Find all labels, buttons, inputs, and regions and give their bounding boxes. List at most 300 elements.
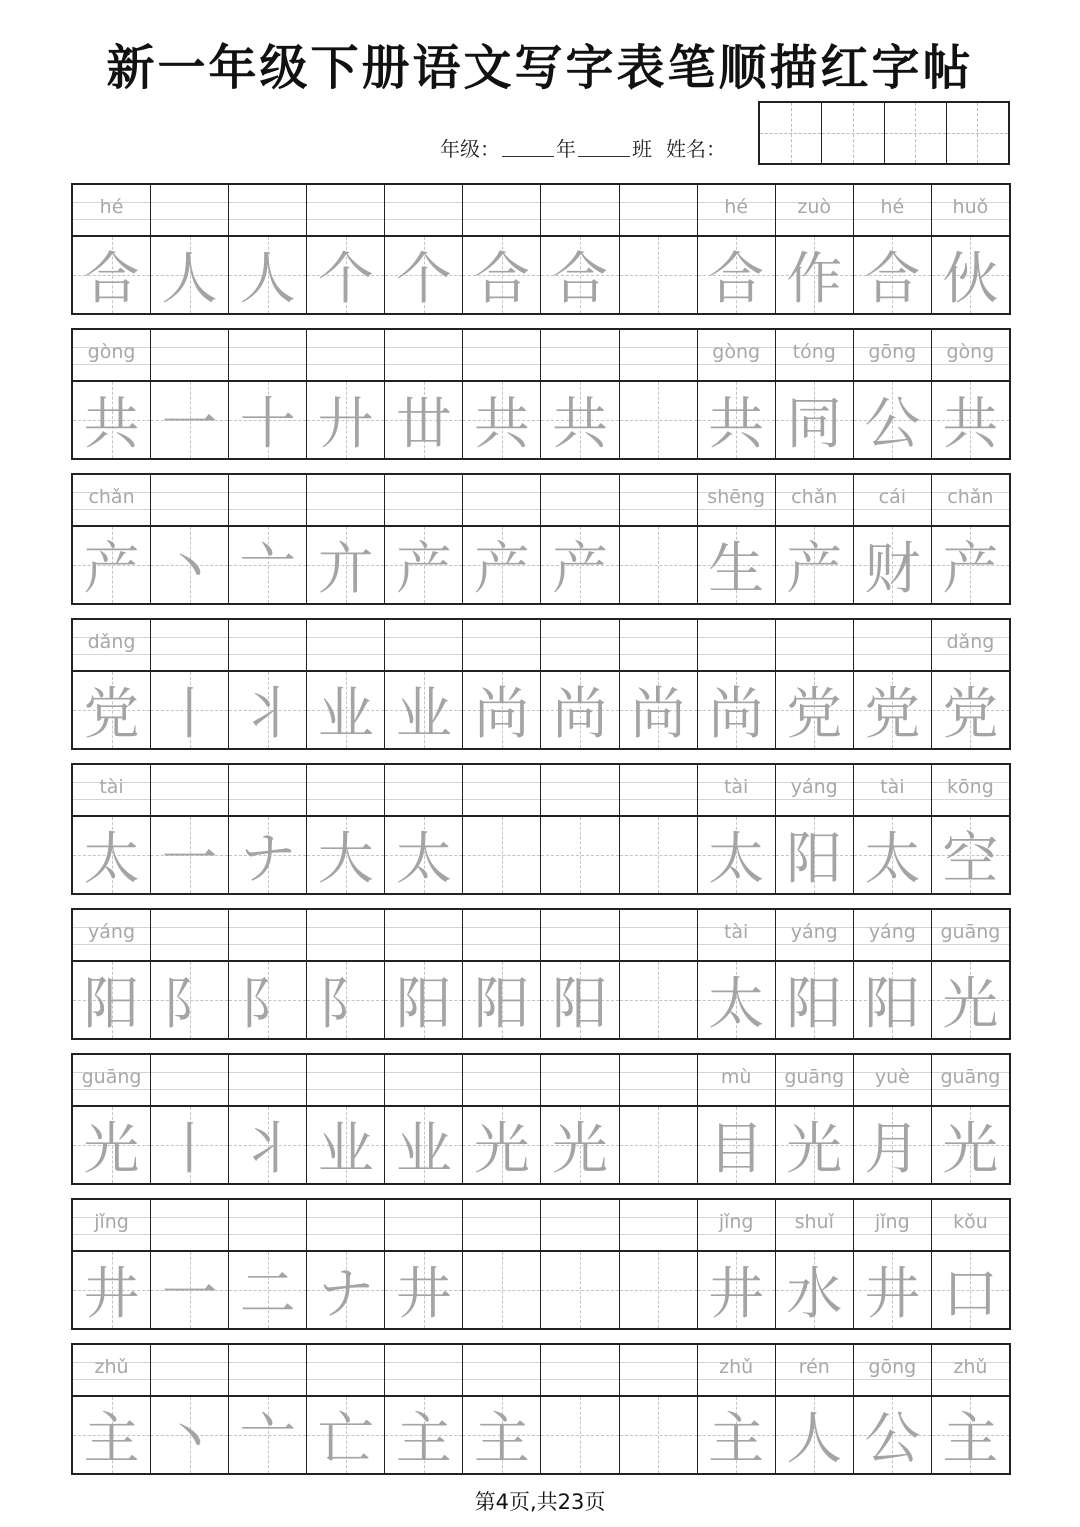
tian-zi-box[interactable]	[463, 237, 540, 313]
practice-cell[interactable]	[73, 330, 151, 458]
pinyin-box[interactable]	[385, 910, 462, 962]
practice-cell[interactable]	[229, 620, 307, 748]
practice-cell[interactable]	[541, 185, 619, 313]
pinyin-box[interactable]	[463, 330, 540, 382]
pinyin-box[interactable]	[932, 1200, 1009, 1252]
pinyin-box[interactable]	[932, 330, 1009, 382]
pinyin-box[interactable]	[151, 1200, 228, 1252]
practice-cell[interactable]	[151, 1055, 229, 1183]
practice-cell[interactable]	[463, 910, 541, 1038]
tian-zi-box[interactable]	[307, 962, 384, 1038]
practice-cell[interactable]	[776, 620, 854, 748]
pinyin-box[interactable]	[385, 1200, 462, 1252]
pinyin-box[interactable]	[854, 910, 931, 962]
tian-zi-box[interactable]	[854, 1107, 931, 1183]
practice-cell[interactable]	[73, 765, 151, 893]
practice-cell[interactable]	[151, 1345, 229, 1473]
pinyin-box[interactable]	[620, 620, 697, 672]
practice-cell[interactable]	[73, 620, 151, 748]
pinyin-box[interactable]	[776, 185, 853, 237]
pinyin-box[interactable]	[932, 620, 1009, 672]
pinyin-box[interactable]	[385, 1055, 462, 1107]
tian-zi-box[interactable]	[541, 817, 618, 893]
tian-zi-box[interactable]	[854, 672, 931, 748]
pinyin-box[interactable]	[463, 620, 540, 672]
practice-cell[interactable]	[385, 330, 463, 458]
practice-cell[interactable]	[151, 1200, 229, 1328]
pinyin-box[interactable]	[151, 1055, 228, 1107]
pinyin-box[interactable]	[229, 1345, 306, 1397]
tian-zi-box[interactable]	[73, 527, 150, 603]
practice-cell[interactable]	[854, 475, 932, 603]
tian-zi-box[interactable]	[776, 1107, 853, 1183]
pinyin-box[interactable]	[307, 620, 384, 672]
pinyin-box[interactable]	[854, 1055, 931, 1107]
pinyin-box[interactable]	[73, 910, 150, 962]
practice-cell[interactable]	[151, 475, 229, 603]
practice-cell[interactable]	[463, 185, 541, 313]
tian-zi-box[interactable]	[541, 1397, 618, 1473]
tian-zi-box[interactable]	[620, 237, 697, 313]
pinyin-box[interactable]	[385, 475, 462, 527]
tian-zi-box[interactable]	[776, 382, 853, 458]
name-cell[interactable]	[822, 103, 884, 163]
pinyin-box[interactable]	[776, 1200, 853, 1252]
tian-zi-box[interactable]	[854, 382, 931, 458]
tian-zi-box[interactable]	[151, 527, 228, 603]
practice-cell[interactable]	[463, 1200, 541, 1328]
pinyin-box[interactable]	[541, 475, 618, 527]
pinyin-box[interactable]	[620, 330, 697, 382]
tian-zi-box[interactable]	[151, 1252, 228, 1328]
tian-zi-box[interactable]	[307, 382, 384, 458]
pinyin-box[interactable]	[541, 185, 618, 237]
tian-zi-box[interactable]	[698, 237, 775, 313]
class-blank[interactable]	[578, 138, 630, 157]
practice-cell[interactable]	[73, 475, 151, 603]
pinyin-box[interactable]	[307, 330, 384, 382]
tian-zi-box[interactable]	[463, 1252, 540, 1328]
pinyin-box[interactable]	[776, 910, 853, 962]
tian-zi-box[interactable]	[151, 962, 228, 1038]
tian-zi-box[interactable]	[698, 1252, 775, 1328]
tian-zi-box[interactable]	[385, 672, 462, 748]
practice-cell[interactable]	[620, 1345, 698, 1473]
practice-cell[interactable]	[776, 1200, 854, 1328]
practice-cell[interactable]	[620, 910, 698, 1038]
tian-zi-box[interactable]	[541, 237, 618, 313]
pinyin-box[interactable]	[73, 620, 150, 672]
pinyin-box[interactable]	[698, 1055, 775, 1107]
practice-cell[interactable]	[698, 330, 776, 458]
practice-cell[interactable]	[463, 765, 541, 893]
pinyin-box[interactable]	[620, 185, 697, 237]
practice-cell[interactable]	[776, 1345, 854, 1473]
pinyin-box[interactable]	[932, 910, 1009, 962]
tian-zi-box[interactable]	[620, 672, 697, 748]
practice-cell[interactable]	[385, 475, 463, 603]
tian-zi-box[interactable]	[73, 962, 150, 1038]
tian-zi-box[interactable]	[463, 672, 540, 748]
pinyin-box[interactable]	[932, 1055, 1009, 1107]
tian-zi-box[interactable]	[776, 237, 853, 313]
tian-zi-box[interactable]	[932, 527, 1009, 603]
pinyin-box[interactable]	[307, 910, 384, 962]
pinyin-box[interactable]	[463, 910, 540, 962]
practice-cell[interactable]	[932, 330, 1009, 458]
practice-cell[interactable]	[854, 1055, 932, 1183]
tian-zi-box[interactable]	[385, 817, 462, 893]
practice-cell[interactable]	[620, 185, 698, 313]
pinyin-box[interactable]	[541, 1055, 618, 1107]
pinyin-box[interactable]	[932, 1345, 1009, 1397]
tian-zi-box[interactable]	[932, 962, 1009, 1038]
pinyin-box[interactable]	[854, 475, 931, 527]
practice-cell[interactable]	[620, 475, 698, 603]
practice-cell[interactable]	[73, 185, 151, 313]
pinyin-box[interactable]	[620, 475, 697, 527]
tian-zi-box[interactable]	[541, 527, 618, 603]
pinyin-box[interactable]	[776, 1345, 853, 1397]
pinyin-box[interactable]	[151, 1345, 228, 1397]
tian-zi-box[interactable]	[385, 962, 462, 1038]
practice-cell[interactable]	[620, 1055, 698, 1183]
tian-zi-box[interactable]	[385, 1107, 462, 1183]
tian-zi-box[interactable]	[229, 1252, 306, 1328]
practice-cell[interactable]	[776, 330, 854, 458]
tian-zi-box[interactable]	[698, 817, 775, 893]
practice-cell[interactable]	[463, 1055, 541, 1183]
tian-zi-box[interactable]	[854, 237, 931, 313]
tian-zi-box[interactable]	[151, 817, 228, 893]
practice-cell[interactable]	[307, 620, 385, 748]
pinyin-box[interactable]	[854, 185, 931, 237]
tian-zi-box[interactable]	[307, 672, 384, 748]
tian-zi-box[interactable]	[229, 237, 306, 313]
practice-cell[interactable]	[776, 185, 854, 313]
tian-zi-box[interactable]	[620, 1397, 697, 1473]
pinyin-box[interactable]	[151, 910, 228, 962]
pinyin-box[interactable]	[385, 330, 462, 382]
practice-cell[interactable]	[620, 620, 698, 748]
practice-cell[interactable]	[854, 185, 932, 313]
tian-zi-box[interactable]	[854, 1252, 931, 1328]
tian-zi-box[interactable]	[385, 527, 462, 603]
tian-zi-box[interactable]	[776, 672, 853, 748]
practice-cell[interactable]	[307, 330, 385, 458]
pinyin-box[interactable]	[932, 475, 1009, 527]
tian-zi-box[interactable]	[229, 1107, 306, 1183]
tian-zi-box[interactable]	[229, 672, 306, 748]
tian-zi-box[interactable]	[463, 1107, 540, 1183]
practice-cell[interactable]	[307, 475, 385, 603]
practice-cell[interactable]	[932, 185, 1009, 313]
tian-zi-box[interactable]	[229, 527, 306, 603]
pinyin-box[interactable]	[307, 765, 384, 817]
tian-zi-box[interactable]	[151, 1107, 228, 1183]
tian-zi-box[interactable]	[620, 817, 697, 893]
name-cell[interactable]	[760, 103, 822, 163]
tian-zi-box[interactable]	[854, 962, 931, 1038]
practice-cell[interactable]	[698, 910, 776, 1038]
practice-cell[interactable]	[620, 1200, 698, 1328]
tian-zi-box[interactable]	[932, 672, 1009, 748]
tian-zi-box[interactable]	[932, 1107, 1009, 1183]
practice-cell[interactable]	[776, 765, 854, 893]
tian-zi-box[interactable]	[73, 1397, 150, 1473]
pinyin-box[interactable]	[73, 185, 150, 237]
practice-cell[interactable]	[463, 475, 541, 603]
tian-zi-box[interactable]	[698, 527, 775, 603]
practice-cell[interactable]	[541, 475, 619, 603]
pinyin-box[interactable]	[854, 1200, 931, 1252]
pinyin-box[interactable]	[620, 910, 697, 962]
tian-zi-box[interactable]	[73, 1107, 150, 1183]
pinyin-box[interactable]	[463, 1055, 540, 1107]
pinyin-box[interactable]	[385, 765, 462, 817]
practice-cell[interactable]	[229, 475, 307, 603]
tian-zi-box[interactable]	[698, 672, 775, 748]
tian-zi-box[interactable]	[73, 817, 150, 893]
tian-zi-box[interactable]	[73, 382, 150, 458]
pinyin-box[interactable]	[698, 1345, 775, 1397]
practice-cell[interactable]	[151, 910, 229, 1038]
practice-cell[interactable]	[385, 1200, 463, 1328]
pinyin-box[interactable]	[73, 475, 150, 527]
practice-cell[interactable]	[698, 765, 776, 893]
practice-cell[interactable]	[385, 910, 463, 1038]
pinyin-box[interactable]	[698, 1200, 775, 1252]
pinyin-box[interactable]	[73, 1200, 150, 1252]
practice-cell[interactable]	[463, 1345, 541, 1473]
tian-zi-box[interactable]	[229, 1397, 306, 1473]
tian-zi-box[interactable]	[307, 1252, 384, 1328]
tian-zi-box[interactable]	[698, 382, 775, 458]
pinyin-box[interactable]	[73, 1055, 150, 1107]
pinyin-box[interactable]	[151, 765, 228, 817]
practice-cell[interactable]	[776, 910, 854, 1038]
pinyin-box[interactable]	[307, 1055, 384, 1107]
practice-cell[interactable]	[151, 620, 229, 748]
tian-zi-box[interactable]	[620, 527, 697, 603]
pinyin-box[interactable]	[776, 475, 853, 527]
practice-cell[interactable]	[151, 330, 229, 458]
practice-cell[interactable]	[698, 1200, 776, 1328]
practice-cell[interactable]	[698, 1345, 776, 1473]
tian-zi-box[interactable]	[307, 817, 384, 893]
practice-cell[interactable]	[620, 765, 698, 893]
pinyin-box[interactable]	[463, 475, 540, 527]
tian-zi-box[interactable]	[307, 527, 384, 603]
pinyin-box[interactable]	[776, 1055, 853, 1107]
pinyin-box[interactable]	[229, 185, 306, 237]
practice-cell[interactable]	[932, 1055, 1009, 1183]
name-cell[interactable]	[885, 103, 947, 163]
pinyin-box[interactable]	[541, 910, 618, 962]
tian-zi-box[interactable]	[463, 382, 540, 458]
practice-cell[interactable]	[541, 1055, 619, 1183]
pinyin-box[interactable]	[307, 1200, 384, 1252]
practice-cell[interactable]	[229, 1200, 307, 1328]
tian-zi-box[interactable]	[698, 1397, 775, 1473]
practice-cell[interactable]	[698, 620, 776, 748]
tian-zi-box[interactable]	[620, 962, 697, 1038]
practice-cell[interactable]	[932, 475, 1009, 603]
tian-zi-box[interactable]	[463, 817, 540, 893]
pinyin-box[interactable]	[854, 1345, 931, 1397]
pinyin-box[interactable]	[229, 765, 306, 817]
tian-zi-box[interactable]	[698, 1107, 775, 1183]
tian-zi-box[interactable]	[776, 962, 853, 1038]
pinyin-box[interactable]	[620, 1345, 697, 1397]
practice-cell[interactable]	[541, 330, 619, 458]
pinyin-box[interactable]	[463, 1345, 540, 1397]
pinyin-box[interactable]	[541, 1345, 618, 1397]
tian-zi-box[interactable]	[541, 1107, 618, 1183]
practice-cell[interactable]	[307, 185, 385, 313]
tian-zi-box[interactable]	[776, 1397, 853, 1473]
pinyin-box[interactable]	[229, 620, 306, 672]
tian-zi-box[interactable]	[73, 672, 150, 748]
tian-zi-box[interactable]	[307, 1107, 384, 1183]
practice-cell[interactable]	[854, 330, 932, 458]
pinyin-box[interactable]	[932, 765, 1009, 817]
practice-cell[interactable]	[385, 765, 463, 893]
practice-cell[interactable]	[698, 475, 776, 603]
pinyin-box[interactable]	[229, 475, 306, 527]
tian-zi-box[interactable]	[776, 527, 853, 603]
practice-cell[interactable]	[932, 620, 1009, 748]
pinyin-box[interactable]	[776, 620, 853, 672]
tian-zi-box[interactable]	[854, 1397, 931, 1473]
pinyin-box[interactable]	[541, 620, 618, 672]
tian-zi-box[interactable]	[151, 237, 228, 313]
practice-cell[interactable]	[698, 185, 776, 313]
practice-cell[interactable]	[307, 1345, 385, 1473]
practice-cell[interactable]	[463, 330, 541, 458]
pinyin-box[interactable]	[620, 1200, 697, 1252]
tian-zi-box[interactable]	[307, 237, 384, 313]
tian-zi-box[interactable]	[698, 962, 775, 1038]
practice-cell[interactable]	[73, 1055, 151, 1183]
practice-cell[interactable]	[541, 765, 619, 893]
tian-zi-box[interactable]	[541, 962, 618, 1038]
pinyin-box[interactable]	[854, 765, 931, 817]
pinyin-box[interactable]	[541, 765, 618, 817]
tian-zi-box[interactable]	[73, 237, 150, 313]
pinyin-box[interactable]	[698, 620, 775, 672]
pinyin-box[interactable]	[151, 185, 228, 237]
grade-blank[interactable]	[502, 138, 554, 157]
pinyin-box[interactable]	[229, 1055, 306, 1107]
pinyin-box[interactable]	[854, 620, 931, 672]
practice-cell[interactable]	[385, 185, 463, 313]
tian-zi-box[interactable]	[151, 1397, 228, 1473]
pinyin-box[interactable]	[620, 1055, 697, 1107]
tian-zi-box[interactable]	[932, 237, 1009, 313]
practice-cell[interactable]	[463, 620, 541, 748]
practice-cell[interactable]	[307, 910, 385, 1038]
pinyin-box[interactable]	[463, 185, 540, 237]
practice-cell[interactable]	[73, 1345, 151, 1473]
practice-cell[interactable]	[620, 330, 698, 458]
practice-cell[interactable]	[229, 185, 307, 313]
pinyin-box[interactable]	[463, 765, 540, 817]
tian-zi-box[interactable]	[932, 1397, 1009, 1473]
practice-cell[interactable]	[932, 1200, 1009, 1328]
pinyin-box[interactable]	[463, 1200, 540, 1252]
pinyin-box[interactable]	[307, 1345, 384, 1397]
tian-zi-box[interactable]	[151, 672, 228, 748]
name-cell[interactable]	[947, 103, 1008, 163]
practice-cell[interactable]	[307, 1200, 385, 1328]
tian-zi-box[interactable]	[620, 1107, 697, 1183]
tian-zi-box[interactable]	[385, 1397, 462, 1473]
pinyin-box[interactable]	[73, 765, 150, 817]
practice-cell[interactable]	[229, 330, 307, 458]
tian-zi-box[interactable]	[776, 817, 853, 893]
pinyin-box[interactable]	[776, 330, 853, 382]
pinyin-box[interactable]	[854, 330, 931, 382]
tian-zi-box[interactable]	[229, 962, 306, 1038]
pinyin-box[interactable]	[620, 765, 697, 817]
tian-zi-box[interactable]	[229, 382, 306, 458]
pinyin-box[interactable]	[698, 475, 775, 527]
practice-cell[interactable]	[307, 765, 385, 893]
tian-zi-box[interactable]	[932, 817, 1009, 893]
pinyin-box[interactable]	[151, 620, 228, 672]
tian-zi-box[interactable]	[932, 1252, 1009, 1328]
practice-cell[interactable]	[776, 1055, 854, 1183]
pinyin-box[interactable]	[698, 330, 775, 382]
tian-zi-box[interactable]	[541, 672, 618, 748]
practice-cell[interactable]	[385, 1055, 463, 1183]
pinyin-box[interactable]	[932, 185, 1009, 237]
pinyin-box[interactable]	[229, 330, 306, 382]
tian-zi-box[interactable]	[620, 382, 697, 458]
tian-zi-box[interactable]	[229, 817, 306, 893]
pinyin-box[interactable]	[541, 1200, 618, 1252]
practice-cell[interactable]	[385, 620, 463, 748]
practice-cell[interactable]	[229, 910, 307, 1038]
practice-cell[interactable]	[151, 185, 229, 313]
practice-cell[interactable]	[73, 910, 151, 1038]
pinyin-box[interactable]	[73, 330, 150, 382]
tian-zi-box[interactable]	[385, 1252, 462, 1328]
tian-zi-box[interactable]	[151, 382, 228, 458]
pinyin-box[interactable]	[385, 1345, 462, 1397]
practice-cell[interactable]	[932, 1345, 1009, 1473]
practice-cell[interactable]	[698, 1055, 776, 1183]
pinyin-box[interactable]	[151, 475, 228, 527]
practice-cell[interactable]	[932, 910, 1009, 1038]
practice-cell[interactable]	[541, 620, 619, 748]
pinyin-box[interactable]	[698, 765, 775, 817]
tian-zi-box[interactable]	[541, 382, 618, 458]
practice-cell[interactable]	[541, 1200, 619, 1328]
practice-cell[interactable]	[229, 765, 307, 893]
tian-zi-box[interactable]	[385, 382, 462, 458]
pinyin-box[interactable]	[151, 330, 228, 382]
pinyin-box[interactable]	[307, 475, 384, 527]
tian-zi-box[interactable]	[854, 527, 931, 603]
pinyin-box[interactable]	[776, 765, 853, 817]
pinyin-box[interactable]	[73, 1345, 150, 1397]
practice-cell[interactable]	[854, 765, 932, 893]
practice-cell[interactable]	[932, 765, 1009, 893]
practice-cell[interactable]	[854, 620, 932, 748]
practice-cell[interactable]	[854, 910, 932, 1038]
